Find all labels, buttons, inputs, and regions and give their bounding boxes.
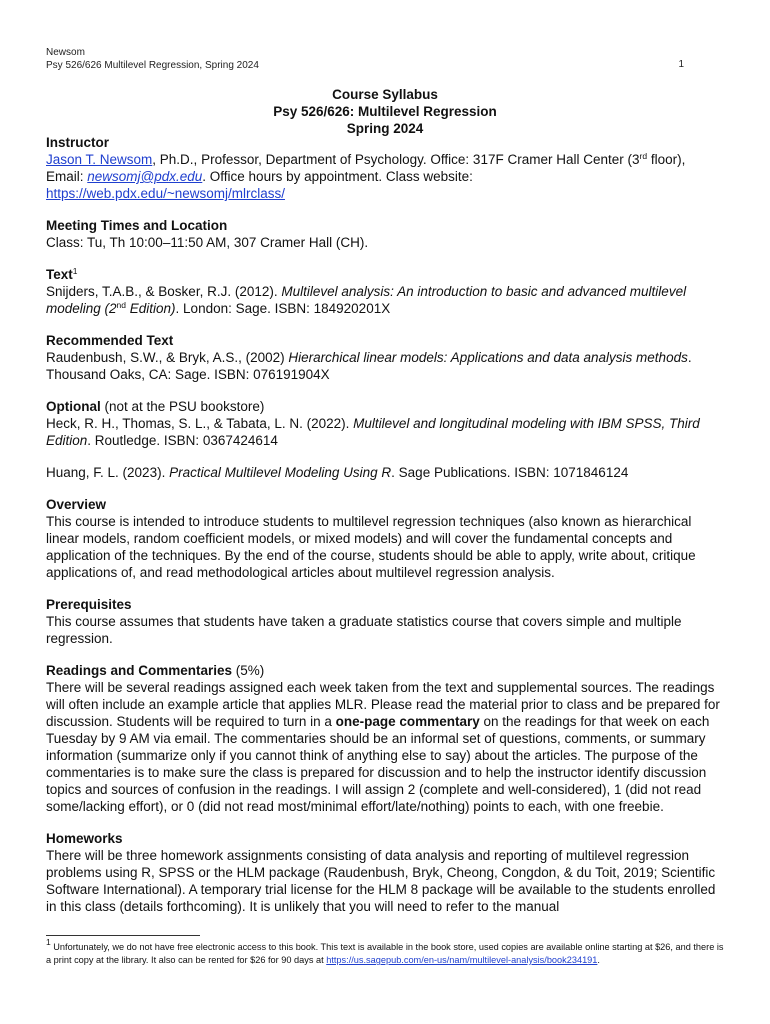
instructor-sup: rd — [639, 151, 648, 161]
text-heading — [46, 266, 728, 283]
title-line-3: Spring 2024 — [346, 121, 424, 136]
overview-heading: Overview — [46, 497, 107, 512]
header-course: Psy 526/626 Multilevel Regression, Spring 2024 — [46, 60, 259, 71]
text-rest: . London: Sage. ISBN: 184920201X — [175, 301, 391, 316]
page-number: 1 — [678, 59, 684, 70]
readings-heading — [46, 662, 728, 679]
text-sup: nd — [116, 300, 127, 310]
text-heading-label: Text — [46, 267, 73, 282]
optional-reference-2 — [46, 464, 728, 481]
overview-section — [46, 496, 728, 581]
footnote-link[interactable]: https://us.sagepub.com/en-us/nam/multilevel-analysis/book234191 — [326, 955, 598, 965]
homeworks-heading: Homeworks — [46, 831, 123, 846]
footnote-text: Unfortunately, we do not have free electronic access to this book. This text is available in the book store, used copies are available online starting at $26, and there is a print copy at the library. It also can be rented for $26 for 90 days at — [46, 942, 724, 965]
document-title — [0, 86, 770, 137]
text-title-1: Multilevel analysis: An introduction to basic and advanced multilevel modeling (2 — [46, 284, 687, 316]
instructor-name-link[interactable]: Jason T. Newsom — [46, 152, 153, 167]
syllabus-body — [46, 134, 728, 915]
optional-ref2-title: Practical Multilevel Modeling Using R — [169, 465, 392, 480]
email-prefix: Email: — [46, 169, 88, 184]
optional-section — [46, 398, 728, 481]
optional-heading-note: (not at the PSU bookstore) — [100, 399, 265, 414]
instructor-info — [46, 151, 728, 202]
prerequisites-heading: Prerequisites — [46, 597, 132, 612]
instructor-text-3: . Office hours by appointment. Class website: — [202, 169, 473, 184]
readings-section — [46, 662, 728, 815]
recommended-reference — [46, 349, 728, 383]
footnote-divider — [46, 935, 200, 936]
meeting-heading: Meeting Times and Location — [46, 218, 228, 233]
readings-text-1: There will be several readings assigned each week taken from the text and supplemental sources. The readings will often include an example article that applies MLR. Please read the material prior to class and be prepared for discussion. Students will be required to turn in a — [46, 680, 720, 729]
recommended-section — [46, 332, 728, 383]
text-reference — [46, 283, 728, 317]
text-section — [46, 266, 728, 317]
email-link[interactable] — [87, 169, 202, 184]
optional-ref1-title: Multilevel and longitudinal modeling with IBM SPSS, Third Edition — [46, 416, 700, 448]
readings-bold: one-page commentary — [335, 714, 480, 729]
homeworks-text: There will be three homework assignments consisting of data analysis and reporting of multilevel regression problems using R, SPSS or the HLM package (Raudenbush, Bryk, Cheong, Congdon, & du Toit, 2019; Scientific Software International). A temporary trial license for the HLM 8 package will be available to the students enrolled in this class (details forthcoming). It is unlikely that you will need to refer to the manual — [46, 848, 716, 914]
text-title-2: Edition) — [126, 301, 176, 316]
prerequisites-section — [46, 596, 728, 647]
optional-heading — [46, 398, 728, 415]
homeworks-section — [46, 830, 728, 915]
instructor-section — [46, 134, 728, 202]
readings-text — [46, 679, 728, 815]
header-author: Newsom — [46, 47, 85, 58]
recommended-title: Hierarchical linear models: Applications and data analysis methods — [288, 350, 688, 365]
text-footnote-mark: 1 — [72, 266, 78, 276]
optional-ref2-authors: Huang, F. L. (2023). — [46, 465, 170, 480]
prerequisites-text: This course assumes that students have taken a graduate statistics course that covers simple and multiple regression. — [46, 614, 682, 646]
optional-ref1-rest: . Routledge. ISBN: 0367424614 — [87, 433, 278, 448]
class-website-link[interactable]: https://web.pdx.edu/~newsomj/mlrclass/ — [46, 186, 285, 201]
title-line-1: Course Syllabus — [332, 87, 438, 102]
optional-heading-label: Optional — [46, 399, 101, 414]
meeting-section — [46, 217, 728, 251]
meeting-text: Class: Tu, Th 10:00–11:50 AM, 307 Cramer Hall (CH). — [46, 235, 369, 250]
readings-heading-label: Readings and Commentaries — [46, 663, 233, 678]
instructor-heading: Instructor — [46, 135, 110, 150]
optional-ref2-rest: . Sage Publications. ISBN: 1071846124 — [391, 465, 629, 480]
readings-text-2: on the readings for that week on each Tuesday by 9 AM via email. The commentaries should be an informal set of questions, comments, or summary information (summarize only if you cannot think of anything else to say) about the articles. The purpose of the commentaries is to make sure the class is prepared for discussion and to help the instructor identify discussion topics and sources of confusion in the readings. I will assign 2 (complete and well-considered), 1 (did not read some/lacking effort), or 0 (did not read most/minimal effort/late/nothing) points to each, with one freebie. — [46, 714, 710, 814]
overview-text: This course is intended to introduce students to multilevel regression techniques (also known as hierarchical linear models, random coefficient models, or mixed models) and will cover the fundamental concepts and application of the techniques. By the end of the course, students should be able to apply, write about, critique applications of, and read methodological articles about multilevel regression analysis. — [46, 514, 696, 580]
optional-ref1-authors: Heck, R. H., Thomas, S. L., & Tabata, L. N. (2022). — [46, 416, 354, 431]
recommended-heading: Recommended Text — [46, 333, 174, 348]
readings-heading-note: (5%) — [232, 663, 265, 678]
instructor-text-1: , Ph.D., Professor, Department of Psychology. Office: 317F Cramer Hall Center (3 — [152, 152, 640, 167]
email-text: newsomj@pdx.edu — [87, 169, 203, 184]
recommended-rest: . Thousand Oaks, CA: Sage. ISBN: 076191904X — [46, 350, 692, 382]
footnote — [46, 937, 728, 967]
optional-reference-1 — [46, 415, 728, 449]
instructor-text-2: floor), — [647, 152, 686, 167]
footnote-end: . — [597, 955, 600, 965]
footnote-mark: 1 — [46, 937, 51, 947]
text-authors: Snijders, T.A.B., & Bosker, R.J. (2012). — [46, 284, 282, 299]
title-line-2: Psy 526/626: Multilevel Regression — [273, 104, 497, 119]
recommended-authors: Raudenbush, S.W., & Bryk, A.S., (2002) — [46, 350, 289, 365]
